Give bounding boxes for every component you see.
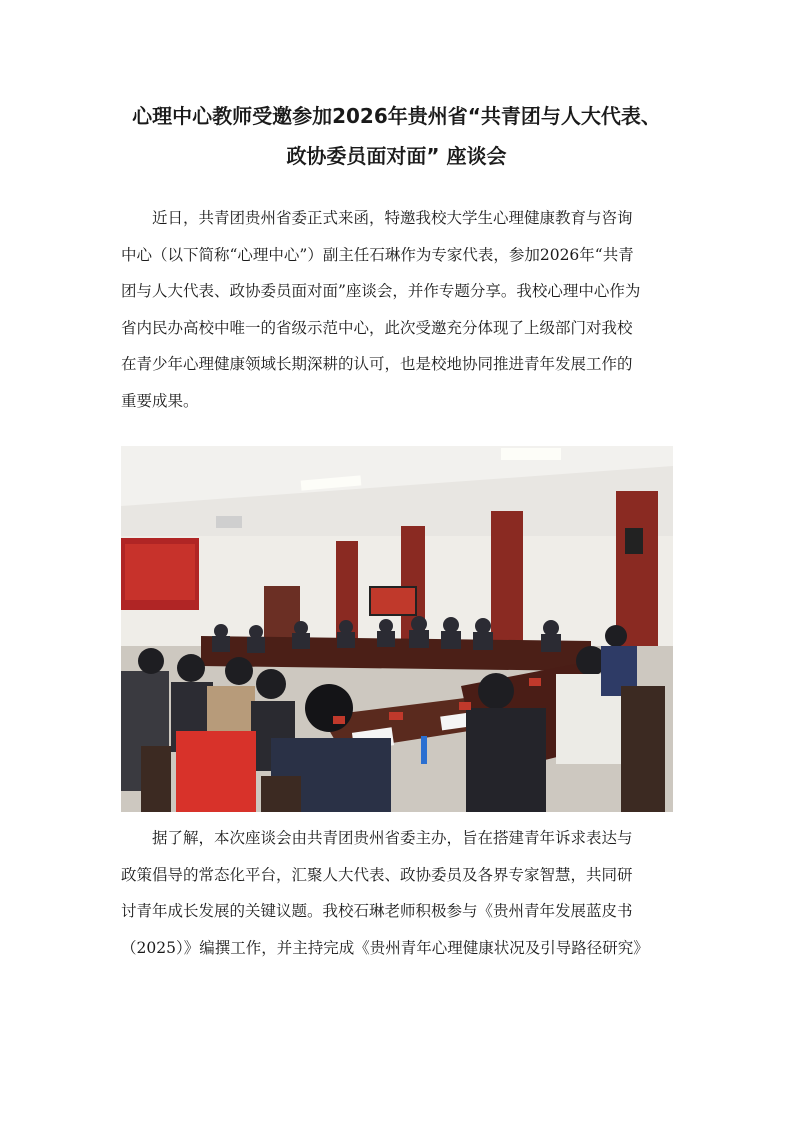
paragraph-2-line: 讨青年成长发展的关键议题。我校石琳老师积极参与《贵州青年发展蓝皮书 [121,902,633,920]
paragraph-2-line: 据了解，本次座谈会由共青团贵州省委主办，旨在搭建青年诉求表达与 [152,829,633,847]
paragraph-1-line: 中心（以下简称“心理中心”）副主任石琳作为专家代表，参加2026年“共青 [121,245,634,264]
title-line-1: 心理中心教师受邀参加2026年贵州省“共青团与人大代表、 [132,104,661,128]
meeting-photo [121,446,673,812]
article-title [100,96,693,176]
paragraph-2-line: （2025）》编撰工作，并主持完成《贵州青年心理健康状况及引导路径研究》 [121,938,649,957]
paragraph-2-line: 政策倡导的常态化平台，汇聚人大代表、政协委员及各界专家智慧，共同研 [121,865,633,884]
meeting-room-illustration [121,446,673,812]
paragraph-1 [121,200,676,419]
paragraph-1-line: 团与人大代表、政协委员面对面”座谈会，并作专题分享。我校心理中心作为 [121,282,641,300]
paragraph-1-line: 省内民办高校中唯一的省级示范中心，此次受邀充分体现了上级部门对我校 [121,318,633,337]
paragraph-1-line: 在青少年心理健康领域长期深耕的认可，也是校地协同推进青年发展工作的 [121,355,633,373]
paragraph-2 [121,820,676,966]
paragraph-1-line: 近日，共青团贵州省委正式来函，特邀我校大学生心理健康教育与咨询 [152,209,633,227]
title-line-2: 政协委员面对面” 座谈会 [286,144,507,168]
paragraph-1-line: 重要成果。 [121,391,199,410]
